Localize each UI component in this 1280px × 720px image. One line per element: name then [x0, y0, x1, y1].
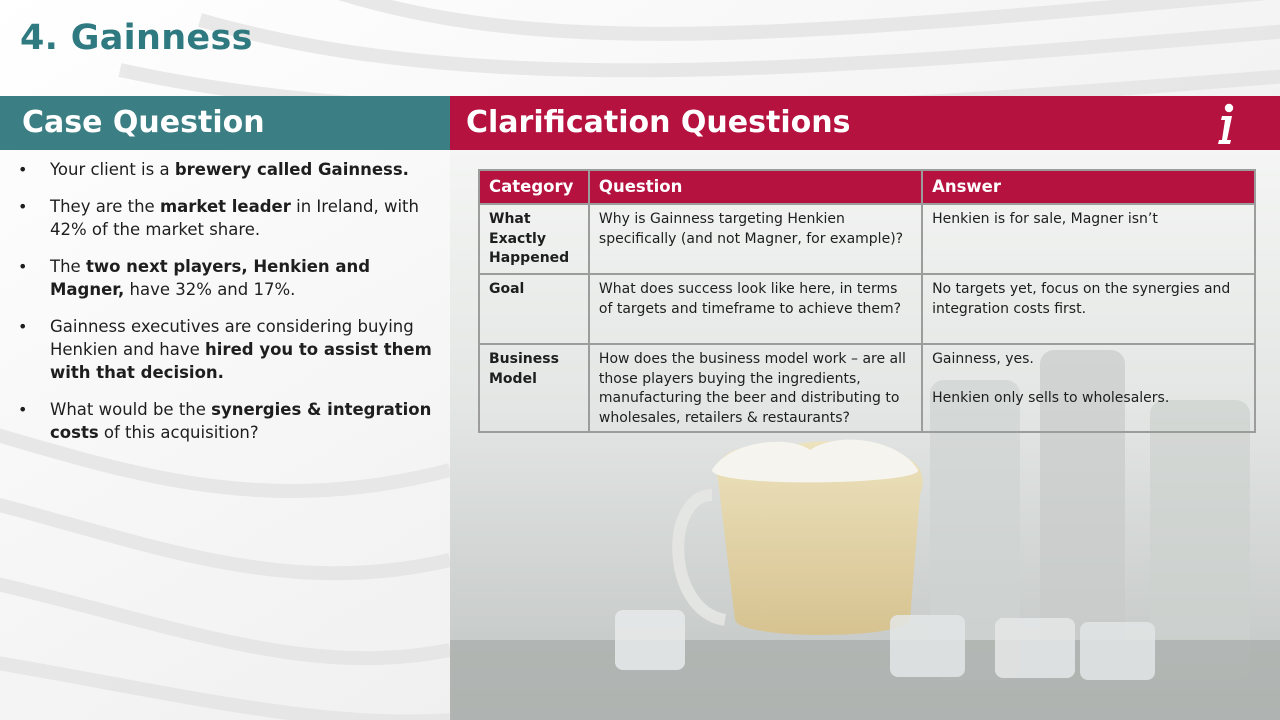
bullet-text: What would be the: [50, 400, 212, 419]
answer-cell: [922, 274, 1255, 344]
answer-line: Gainness, yes.: [932, 351, 1034, 367]
bullet-item: [18, 315, 434, 384]
clarification-table: [478, 169, 1256, 433]
bullet-text: Gainness executives are considering buying Henkien and have: [50, 317, 414, 359]
info-icon: [1210, 96, 1240, 150]
bullet-item: [18, 255, 434, 301]
bullet-item: [18, 195, 434, 241]
bullet-item: [18, 158, 434, 181]
bullet-text: Your client is a: [50, 160, 175, 179]
clarification-header-label: Clarification Questions: [466, 105, 851, 140]
bullet-dot: •: [18, 317, 28, 336]
question-cell: How does the business model work – are all those players buying the ingredients, manufacturing the beer and distributing to wholesales, retailers & restaurants?: [589, 344, 922, 432]
clarification-panel: [450, 150, 1280, 720]
bullet-text-bold: brewery called Gainness.: [174, 160, 409, 179]
question-cell: What does success look like here, in terms of targets and timeframe to achieve them?: [589, 274, 922, 344]
bullet-dot: •: [18, 400, 28, 419]
bullet-text: They are the: [50, 197, 160, 216]
bullet-text: have 32% and 17%.: [124, 280, 296, 299]
category-cell: Goal: [479, 274, 589, 344]
column-header-question: Question: [589, 170, 922, 204]
table-header-row: [479, 170, 1255, 204]
answer-line: No targets yet, focus on the synergies and integration costs first.: [932, 281, 1231, 317]
slide-title: 4. Gainness: [20, 18, 253, 58]
clarification-header: [450, 96, 1280, 150]
case-question-panel: [0, 150, 450, 720]
bullet-text-bold: market leader: [159, 197, 291, 216]
bullet-text: The: [50, 257, 86, 276]
answer-cell: [922, 204, 1255, 274]
case-question-header: Case Question: [0, 96, 450, 150]
bullet-text-bold: two next players, Henkien and Magner,: [50, 257, 371, 299]
bullet-item: [18, 398, 434, 444]
question-cell: Why is Gainness targeting Henkien specifically (and not Magner, for example)?: [589, 204, 922, 274]
answer-line: Henkien is for sale, Magner isn’t: [932, 211, 1158, 227]
table-row: [479, 344, 1255, 432]
bullet-text: in Ireland, with 42% of the market share.: [50, 197, 419, 239]
category-cell: What Exactly Happened: [479, 204, 589, 274]
answer-cell: [922, 344, 1255, 432]
bullet-text-bold: hired you to assist them with that decision.: [50, 340, 432, 382]
column-header-category: Category: [479, 170, 589, 204]
bullet-text-bold: synergies & integration costs: [50, 400, 432, 442]
category-cell: Business Model: [479, 344, 589, 432]
table-row: [479, 274, 1255, 344]
bullet-dot: •: [18, 160, 28, 179]
bullet-dot: •: [18, 197, 28, 216]
case-question-bullets: [0, 150, 450, 444]
answer-line: Henkien only sells to wholesalers.: [932, 390, 1170, 406]
column-header-answer: Answer: [922, 170, 1255, 204]
bullet-dot: •: [18, 257, 28, 276]
table-row: [479, 204, 1255, 274]
bullet-text: of this acquisition?: [98, 423, 259, 442]
